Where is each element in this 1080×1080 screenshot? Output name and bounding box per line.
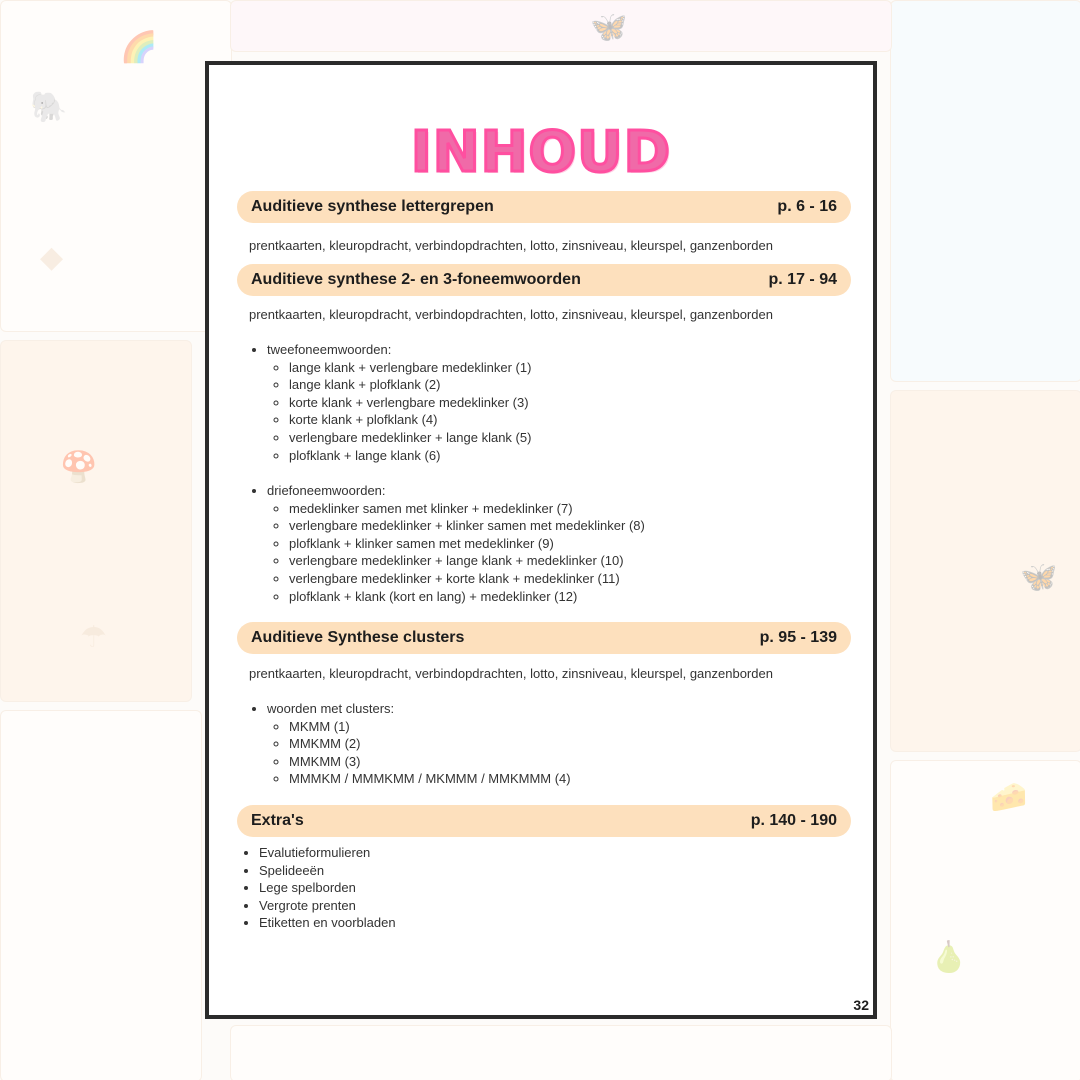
list-item: ◦ korte klank + verlengbare medeklinker (3) — [289, 394, 531, 412]
list-item: ◦ plofklank + lange klank (6) — [289, 447, 531, 465]
list-item: • Lege spelborden — [259, 879, 396, 897]
list-item: ◦ korte klank + plofklank (4) — [289, 411, 531, 429]
document-page — [205, 61, 877, 1019]
list-item: ◦ lange klank + verlengbare medeklinker (1) — [289, 359, 531, 377]
section-title: Auditieve Synthese clusters — [251, 629, 465, 646]
bullet-list — [249, 482, 645, 605]
list-item: ◦ plofklank + klinker samen met medeklinker (9) — [289, 535, 645, 553]
bullet-list — [241, 844, 396, 932]
bullet-list — [249, 700, 571, 788]
list-item — [267, 341, 531, 464]
list-item: ◦ MKMM (1) — [289, 718, 571, 736]
section-header — [237, 191, 851, 223]
section-description: prentkaarten, kleuropdracht, verbindopdrachten, lotto, zinsniveau, kleurspel, ganzenborden — [249, 307, 773, 322]
list-item — [267, 700, 571, 788]
list-item: ◦ MMKMM (3) — [289, 753, 571, 771]
group-label: driefoneemwoorden: — [267, 483, 386, 498]
list-item — [267, 482, 645, 605]
list-item: ◦ verlengbare medeklinker + klinker samen met medeklinker (8) — [289, 517, 645, 535]
page-number: 32 — [853, 997, 869, 1013]
group-label: tweefoneemwoorden: — [267, 342, 392, 357]
group-label: woorden met clusters: — [267, 701, 395, 716]
list-item: ◦ MMKMM (2) — [289, 735, 571, 753]
section-pages: p. 95 - 139 — [759, 629, 837, 646]
list-item: ◦ MMMKM / MMMKMM / MKMMM / MMKMMM (4) — [289, 770, 571, 788]
list-item: ◦ verlengbare medeklinker + lange klank + medeklinker (10) — [289, 552, 645, 570]
list-item: ◦ medeklinker samen met klinker + medeklinker (7) — [289, 500, 645, 518]
list-item: ◦ lange klank + plofklank (2) — [289, 376, 531, 394]
section-header — [237, 622, 851, 654]
section-header — [237, 805, 851, 837]
list-item: • Vergrote prenten — [259, 897, 396, 915]
section-title: Auditieve synthese lettergrepen — [251, 198, 494, 215]
section-pages: p. 6 - 16 — [777, 198, 837, 215]
list-item: ◦ plofklank + klank (kort en lang) + medeklinker (12) — [289, 588, 645, 606]
list-item: • Spelideeën — [259, 862, 396, 880]
section-description: prentkaarten, kleuropdracht, verbindopdrachten, lotto, zinsniveau, kleurspel, ganzenborden — [249, 238, 773, 253]
list-item: • Evalutieformulieren — [259, 844, 396, 862]
section-title: Auditieve synthese 2- en 3-foneemwoorden — [251, 271, 581, 288]
section-header — [237, 264, 851, 296]
list-item: ◦ verlengbare medeklinker + korte klank + medeklinker (11) — [289, 570, 645, 588]
section-pages: p. 17 - 94 — [768, 271, 837, 288]
bullet-list — [249, 341, 531, 464]
page-title: INHOUD — [410, 120, 672, 185]
list-item: ◦ verlengbare medeklinker + lange klank (5) — [289, 429, 531, 447]
section-pages: p. 140 - 190 — [750, 812, 837, 829]
section-title: Extra's — [251, 812, 304, 829]
section-description: prentkaarten, kleuropdracht, verbindopdrachten, lotto, zinsniveau, kleurspel, ganzenborden — [249, 666, 773, 681]
list-item: • Etiketten en voorbladen — [259, 914, 396, 932]
